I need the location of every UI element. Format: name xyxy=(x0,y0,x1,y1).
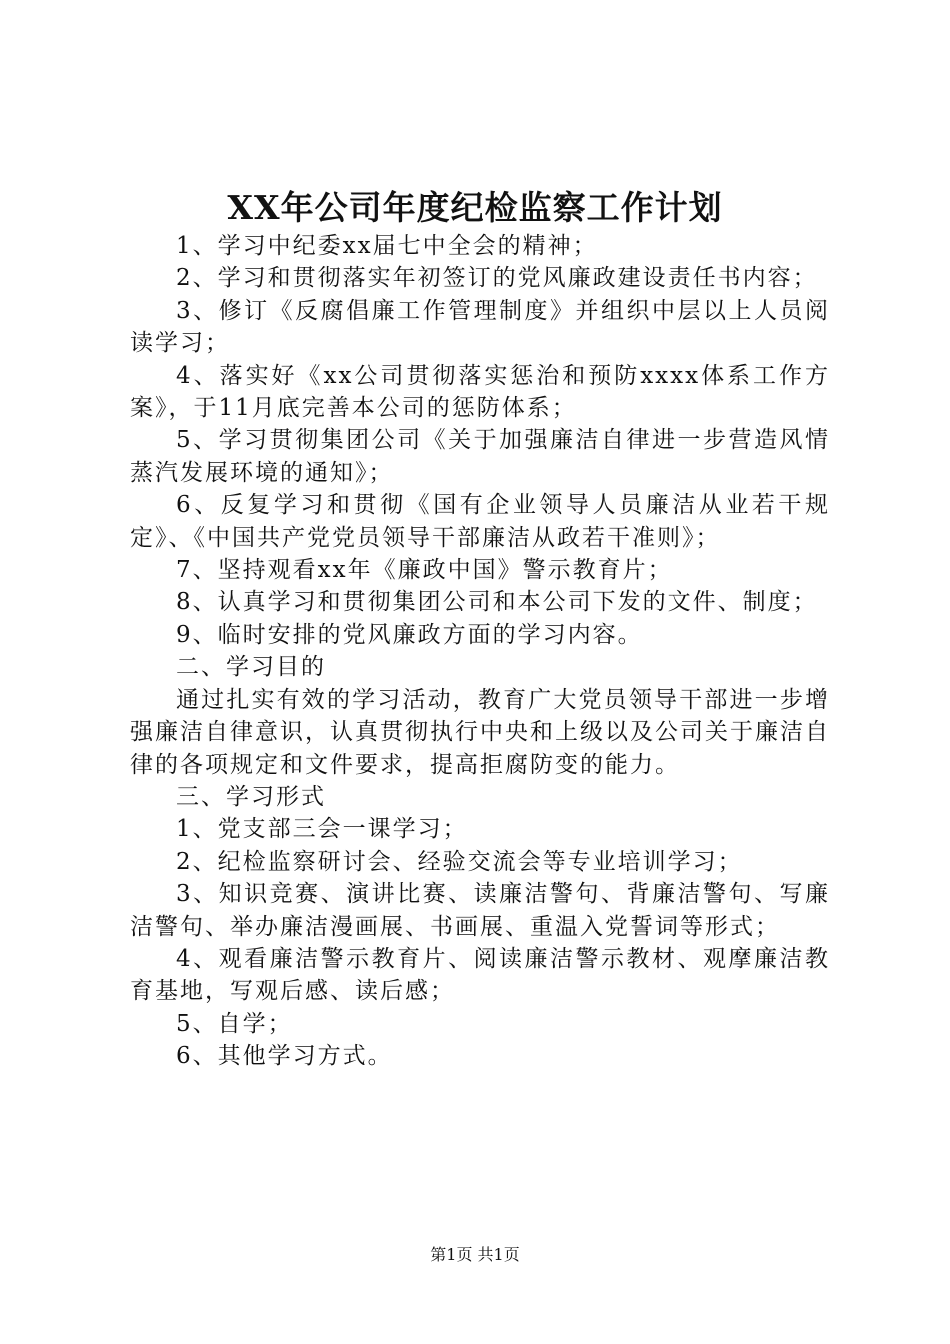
paragraph: 7、坚持观看xx年《廉政中国》警示教育片； xyxy=(176,557,673,584)
document-title: XX年公司年度纪检监察工作计划 xyxy=(227,188,723,227)
paragraph: 5、学习贯彻集团公司《关于加强廉洁自律进一步营造风情蒸汽发展环境的通知》； xyxy=(130,427,830,486)
paragraph: 4、观看廉洁警示教育片、阅读廉洁警示教材、观摩廉洁教育基地，写观后感、读后感； xyxy=(130,945,830,1005)
paragraph: 8、认真学习和贯彻集团公司和本公司下发的文件、制度； xyxy=(176,589,818,616)
section-heading: 二、学习目的 xyxy=(176,654,326,681)
section-heading: 三、学习形式 xyxy=(176,783,326,810)
paragraph: 5、自学； xyxy=(176,1010,293,1037)
document-body xyxy=(130,230,830,1073)
paragraph: 4、落实好《xx公司贯彻落实惩治和预防xxxx体系工作方案》，于11月底完善本公司的惩防体系； xyxy=(130,362,830,422)
page-footer: 第1页 共1页 xyxy=(430,1245,520,1264)
paragraph: 6、其他学习方式。 xyxy=(176,1043,393,1070)
paragraph: 1、党支部三会一课学习； xyxy=(176,816,468,843)
paragraph: 1、学习中纪委xx届七中全会的精神； xyxy=(176,233,598,259)
paragraph: 通过扎实有效的学习活动，教育广大党员领导干部进一步增强廉洁自律意识，认真贯彻执行中央和上级以及公司关于廉洁自律的各项规定和文件要求，提高拒腐防变的能力。 xyxy=(130,686,830,778)
paragraph: 2、纪检监察研讨会、经验交流会等专业培训学习； xyxy=(176,848,743,875)
paragraph: 3、修订《反腐倡廉工作管理制度》并组织中层以上人员阅读学习； xyxy=(130,297,830,357)
paragraph: 3、知识竞赛、演讲比赛、读廉洁警句、背廉洁警句、写廉洁警句、举办廉洁漫画展、书画展、重温入党誓词等形式； xyxy=(130,881,830,940)
paragraph: 9、临时安排的党风廉政方面的学习内容。 xyxy=(176,621,643,648)
paragraph: 6、反复学习和贯彻《国有企业领导人员廉洁从业若干规定》、《中国共产党党员领导干部廉洁从政若干准则》； xyxy=(130,492,830,551)
paragraph: 2、学习和贯彻落实年初签订的党风廉政建设责任书内容； xyxy=(176,265,818,292)
